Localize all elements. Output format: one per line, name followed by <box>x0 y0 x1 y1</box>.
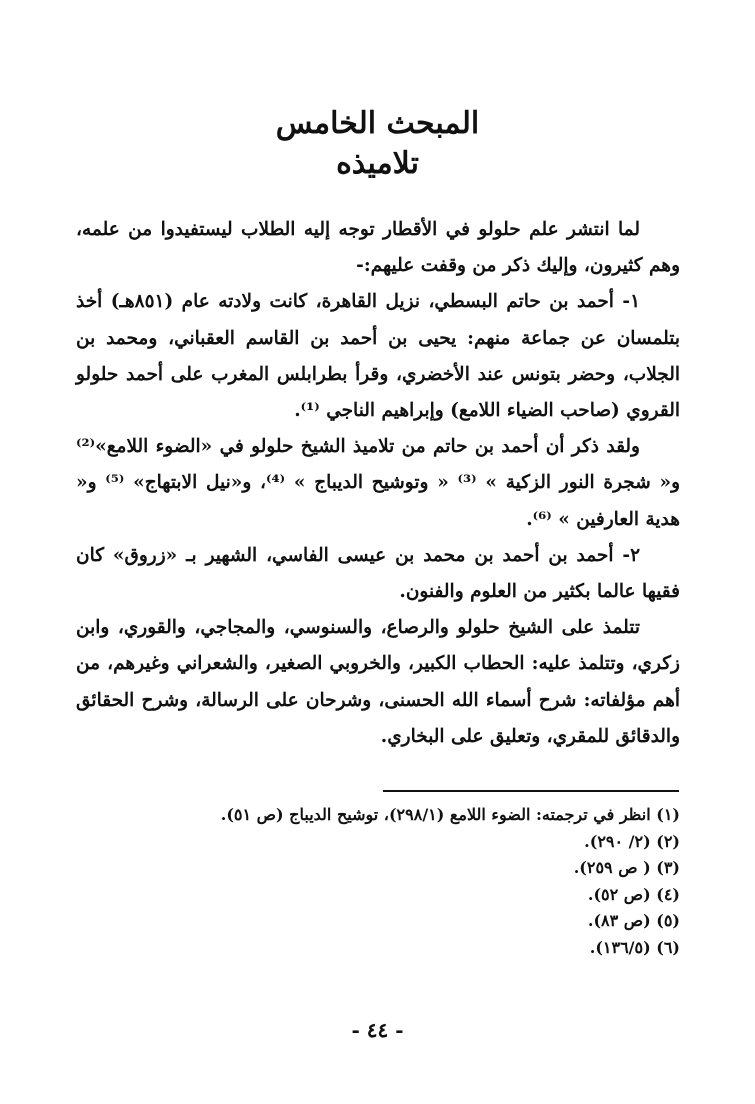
section-subtitle: تلاميذه <box>336 146 419 181</box>
student-1-paragraph: ١- أحمد بن حاتم البسطي، نزيل القاهرة، كانت ولادته عام (٨٥١هـ) أخذ بتلمسان عن جماعة منهم: يحيى بن أحمد بن القاسم العقباني، ومحمد بن الجلاب، وحضر بتونس عند الأخضري، وقرأ بطرابلس المغرب على أحمد حلولو القروي (صاحب الضياء اللامع) وإبراهيم الناجي ⁽¹⁾. <box>76 291 680 422</box>
footnote-1: (١) انظر في ترجمته: الضوء اللامع (٢٩٨/١)، توشيح الديباج (ص ٥١). <box>220 805 680 824</box>
footnotes <box>76 802 680 961</box>
page-number: - ٤٤ - <box>351 1018 404 1042</box>
footnote-divider <box>383 790 679 792</box>
body-text <box>76 212 680 755</box>
section-title: المبحث الخامس <box>275 106 480 141</box>
footnote-6: (٦) (١٣٦/٥). <box>589 937 680 957</box>
footnote-4: (٤) (ص ٥٢). <box>587 884 680 904</box>
intro-paragraph: لما انتشر علم حلولو في الأقطار توجه إليه الطلاب ليستفيدوا من علمه، وهم كثيرون، وإليك ذكر من وقفت عليهم:- <box>76 219 680 277</box>
student-2-details-paragraph: تتلمذ على الشيخ حلولو والرصاع، والسنوسي، والمجاجي، والقوري، وابن زكري، وتتلمذ عليه: الحطاب الكبير، والخروبي الصغير، والشعراني وغيرهم، من أهم مؤلفاته: شرح أسماء الله الحسنى، وشرحان على الرسالة، وشرح الحقائق والدقائق للمقري، وتعليق على البخاري. <box>76 617 680 747</box>
footnote-2: (٢) (٢/ ٢٩٠). <box>584 831 680 851</box>
footnote-3: (٣) ( ص ٢٥٩). <box>573 858 680 877</box>
student-1-sources-paragraph: ولقد ذكر أن أحمد بن حاتم من تلاميذ الشيخ حلولو في «الضوء اللامع»⁽²⁾ و« شجرة النور الزكية » ⁽³⁾ « وتوشيح الديباج » ⁽⁴⁾، و«نيل الابتهاج» ⁽⁵⁾ و« هدية العارفين » ⁽⁶⁾. <box>76 436 681 530</box>
footnote-5: (٥) (ص ٨٣). <box>587 911 680 930</box>
chapter-heading <box>0 104 755 184</box>
student-2-paragraph: ٢- أحمد بن أحمد بن محمد بن عيسى الفاسي، الشهير بـ «زروق» كان فقيها عالما بكثير من العلوم والفنون. <box>76 544 680 603</box>
